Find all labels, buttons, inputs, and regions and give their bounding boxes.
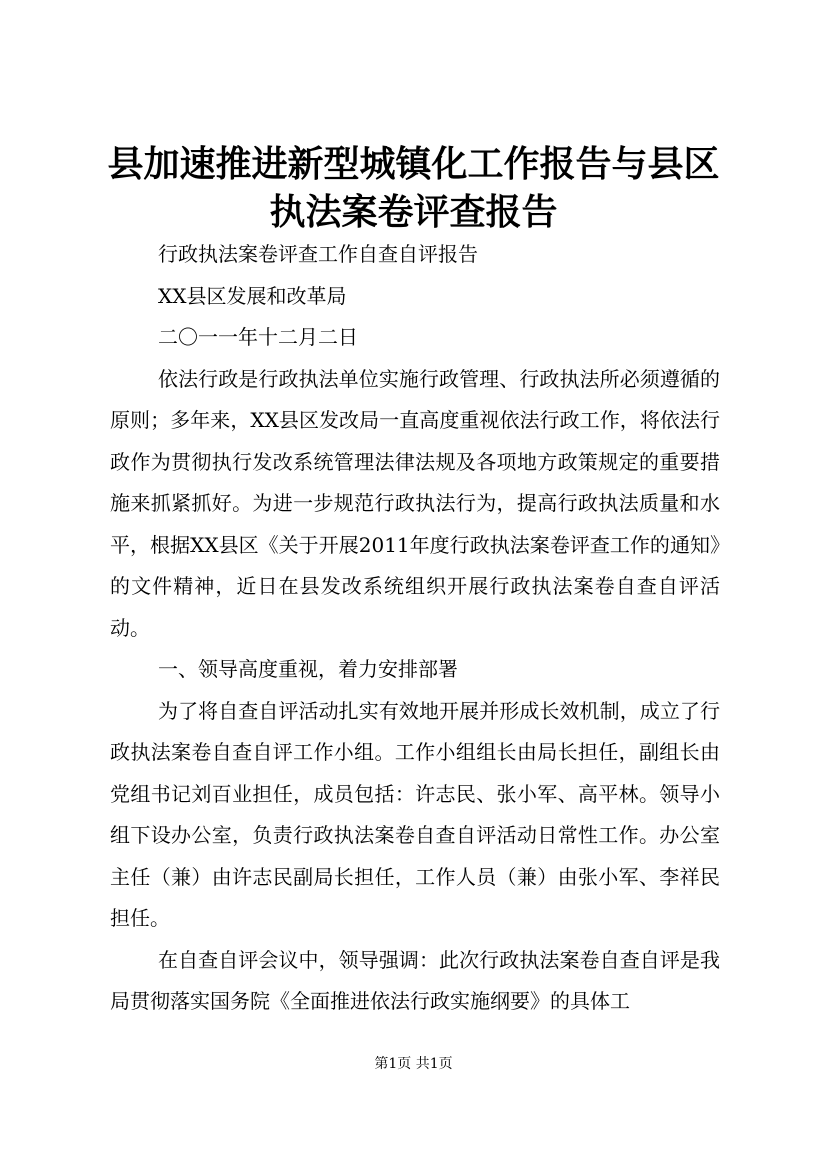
body-paragraph: 在自查自评会议中，领导强调：此次行政执法案卷自查自评是我局贯彻落实国务院《全面推进依法行政实施纲要》的具体工 xyxy=(110,947,720,1013)
page-footer: 第1页 共1页 xyxy=(374,1056,453,1072)
report-subtitle: 行政执法案卷评查工作自查自评报告 xyxy=(158,242,478,266)
report-date: 二〇一一年十二月二日 xyxy=(158,325,358,349)
body-paragraph: 依法行政是行政执法单位实施行政管理、行政执法所必须遵循的原则；多年来，XX县区发改局一直高度重视依法行政工作，将依法行政作为贯彻执行发改系统管理法律法规及各项地方政策规定的重要措施来抓紧抓好。为进一步规范行政执法行为，提高行政执法质量和水平，根据XX县区《关于开展2011年度行政执法案卷评查工作的通知》的文件精神，近日在县发改系统组织开展行政执法案卷自查自评活动。 xyxy=(110,366,720,640)
issuing-organization: XX县区发展和改革局 xyxy=(158,283,347,308)
document-title: 县加速推进新型城镇化工作报告与县区执法案卷评查报告 xyxy=(107,143,720,233)
document-body xyxy=(110,234,720,1023)
section-heading: 一、领导高度重视，着力安排部署 xyxy=(158,657,458,681)
body-paragraph: 为了将自查自评活动扎实有效地开展并形成长效机制，成立了行政执法案卷自查自评工作小组。工作小组组长由局长担任，副组长由党组书记刘百业担任，成员包括：许志民、张小军、高平林。领导小组下设办公室，负责行政执法案卷自查自评活动日常性工作。办公室主任（兼）由许志民副局长担任，工作人员（兼）由张小军、李祥民担任。 xyxy=(110,698,720,930)
